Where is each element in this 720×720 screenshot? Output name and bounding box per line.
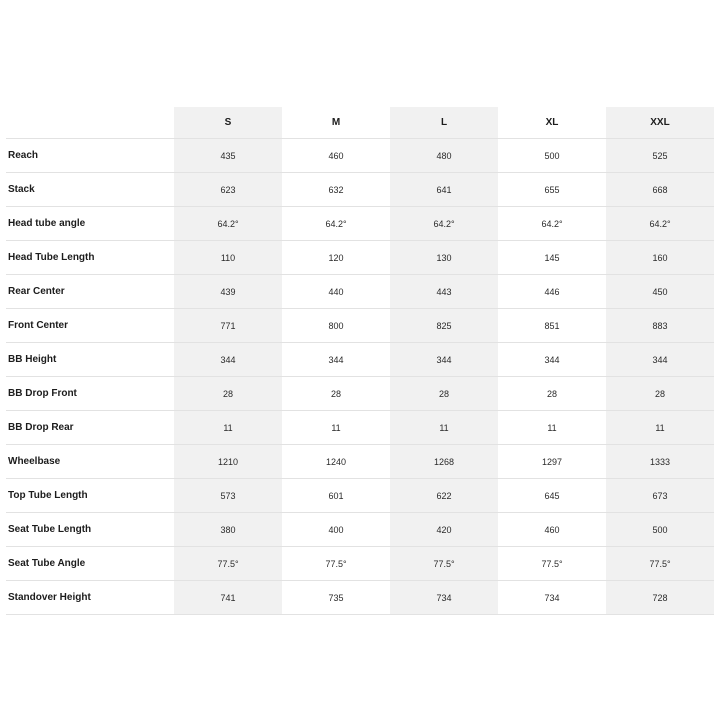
value-cell-l: 622: [390, 479, 498, 513]
value-cell-m: 440: [282, 275, 390, 309]
table-row: [6, 275, 714, 309]
value-cell-l: 28: [390, 377, 498, 411]
table-row: [6, 581, 714, 615]
table-row: [6, 547, 714, 581]
value-cell-xxl: 28: [606, 377, 714, 411]
size-header-m: M: [282, 107, 390, 139]
row-label: Rear Center: [6, 275, 174, 309]
row-label: Standover Height: [6, 581, 174, 615]
value-cell-s: 344: [174, 343, 282, 377]
table-body: [6, 139, 714, 615]
value-cell-m: 460: [282, 139, 390, 173]
table-row: [6, 513, 714, 547]
value-cell-xxl: 344: [606, 343, 714, 377]
value-cell-xxl: 11: [606, 411, 714, 445]
value-cell-xl: 145: [498, 241, 606, 275]
row-label: Wheelbase: [6, 445, 174, 479]
value-cell-xl: 28: [498, 377, 606, 411]
value-cell-xl: 11: [498, 411, 606, 445]
value-cell-m: 120: [282, 241, 390, 275]
value-cell-l: 64.2°: [390, 207, 498, 241]
size-header-l: L: [390, 107, 498, 139]
value-cell-xl: 655: [498, 173, 606, 207]
value-cell-xl: 645: [498, 479, 606, 513]
size-header-xl: XL: [498, 107, 606, 139]
value-cell-l: 825: [390, 309, 498, 343]
value-cell-s: 77.5°: [174, 547, 282, 581]
value-cell-l: 344: [390, 343, 498, 377]
row-label: BB Drop Rear: [6, 411, 174, 445]
value-cell-m: 28: [282, 377, 390, 411]
row-label: Head tube angle: [6, 207, 174, 241]
value-cell-l: 130: [390, 241, 498, 275]
value-cell-l: 641: [390, 173, 498, 207]
value-cell-s: 771: [174, 309, 282, 343]
value-cell-xl: 446: [498, 275, 606, 309]
value-cell-s: 64.2°: [174, 207, 282, 241]
value-cell-m: 601: [282, 479, 390, 513]
table-row: [6, 479, 714, 513]
value-cell-s: 380: [174, 513, 282, 547]
value-cell-xl: 1297: [498, 445, 606, 479]
value-cell-m: 632: [282, 173, 390, 207]
header-row: [6, 107, 714, 139]
value-cell-xxl: 728: [606, 581, 714, 615]
value-cell-m: 735: [282, 581, 390, 615]
row-label: Stack: [6, 173, 174, 207]
value-cell-xxl: 673: [606, 479, 714, 513]
value-cell-s: 1210: [174, 445, 282, 479]
row-label: Reach: [6, 139, 174, 173]
value-cell-s: 741: [174, 581, 282, 615]
value-cell-xxl: 883: [606, 309, 714, 343]
table-row: [6, 411, 714, 445]
value-cell-xl: 64.2°: [498, 207, 606, 241]
row-label: Top Tube Length: [6, 479, 174, 513]
value-cell-xl: 734: [498, 581, 606, 615]
value-cell-m: 400: [282, 513, 390, 547]
table-row: [6, 207, 714, 241]
value-cell-s: 573: [174, 479, 282, 513]
value-cell-l: 77.5°: [390, 547, 498, 581]
value-cell-m: 344: [282, 343, 390, 377]
value-cell-s: 439: [174, 275, 282, 309]
size-header-xxl: XXL: [606, 107, 714, 139]
value-cell-l: 1268: [390, 445, 498, 479]
value-cell-l: 443: [390, 275, 498, 309]
value-cell-xl: 344: [498, 343, 606, 377]
value-cell-m: 11: [282, 411, 390, 445]
value-cell-l: 480: [390, 139, 498, 173]
value-cell-xxl: 1333: [606, 445, 714, 479]
table-row: [6, 241, 714, 275]
table-row: [6, 377, 714, 411]
value-cell-xl: 851: [498, 309, 606, 343]
row-label: Head Tube Length: [6, 241, 174, 275]
value-cell-s: 11: [174, 411, 282, 445]
value-cell-xxl: 160: [606, 241, 714, 275]
value-cell-s: 435: [174, 139, 282, 173]
value-cell-xxl: 525: [606, 139, 714, 173]
table-row: [6, 309, 714, 343]
value-cell-m: 800: [282, 309, 390, 343]
value-cell-m: 77.5°: [282, 547, 390, 581]
row-label: BB Height: [6, 343, 174, 377]
value-cell-xl: 500: [498, 139, 606, 173]
value-cell-xxl: 77.5°: [606, 547, 714, 581]
table-row: [6, 445, 714, 479]
table-row: [6, 343, 714, 377]
value-cell-xxl: 64.2°: [606, 207, 714, 241]
table-row: [6, 139, 714, 173]
value-cell-xxl: 668: [606, 173, 714, 207]
value-cell-xl: 460: [498, 513, 606, 547]
value-cell-s: 110: [174, 241, 282, 275]
value-cell-s: 623: [174, 173, 282, 207]
header-corner-cell: [6, 107, 174, 139]
size-header-s: S: [174, 107, 282, 139]
value-cell-m: 64.2°: [282, 207, 390, 241]
row-label: Seat Tube Angle: [6, 547, 174, 581]
value-cell-m: 1240: [282, 445, 390, 479]
table-header: [6, 107, 714, 139]
value-cell-l: 11: [390, 411, 498, 445]
row-label: BB Drop Front: [6, 377, 174, 411]
geometry-table: [6, 107, 714, 615]
table-row: [6, 173, 714, 207]
row-label: Front Center: [6, 309, 174, 343]
value-cell-xxl: 500: [606, 513, 714, 547]
value-cell-xxl: 450: [606, 275, 714, 309]
value-cell-l: 734: [390, 581, 498, 615]
row-label: Seat Tube Length: [6, 513, 174, 547]
value-cell-s: 28: [174, 377, 282, 411]
value-cell-l: 420: [390, 513, 498, 547]
value-cell-xl: 77.5°: [498, 547, 606, 581]
